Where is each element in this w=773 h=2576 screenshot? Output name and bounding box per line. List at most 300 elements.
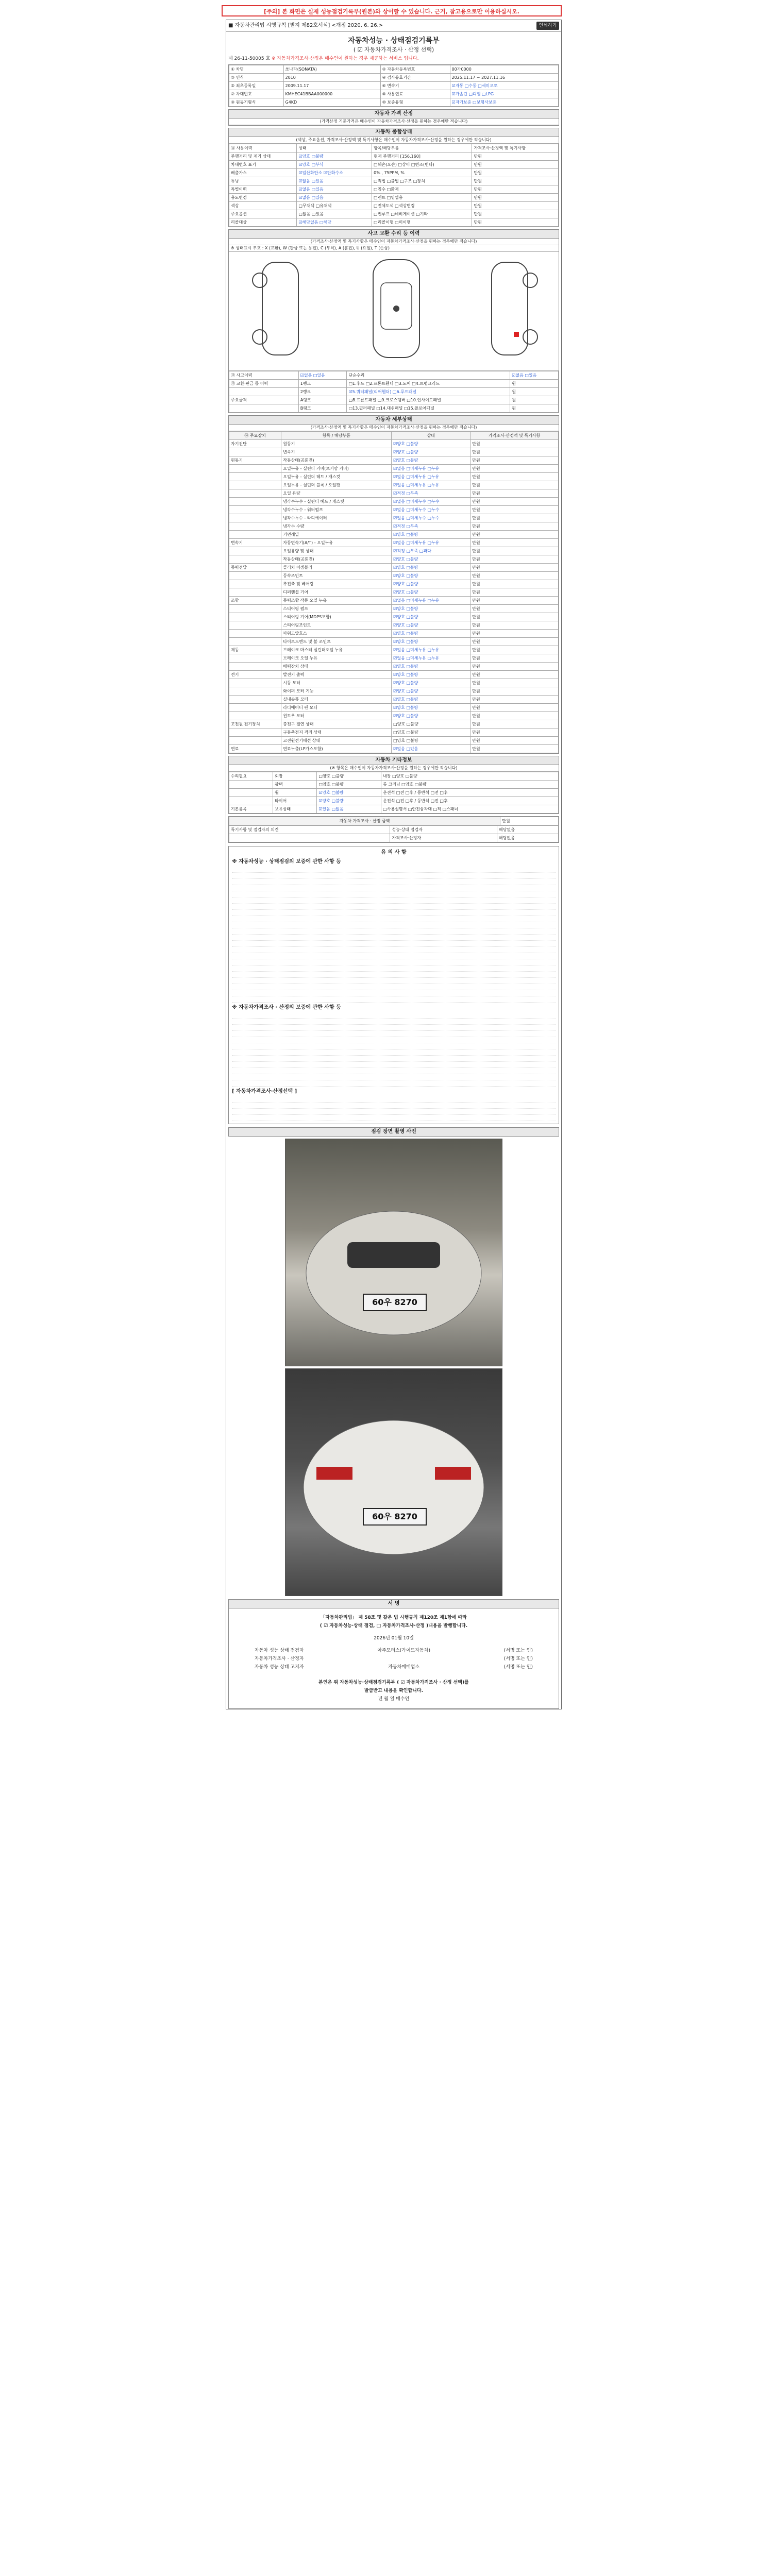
general-cell: ☑없음 □있음 — [297, 194, 372, 202]
detail-row — [229, 465, 559, 473]
notes-text-line — [232, 892, 556, 897]
car-diagram — [229, 252, 559, 371]
car-info-cell: ☑자동 □수동 □세미오토 — [450, 82, 558, 90]
car-info-cell: ⑨ 원동기형식 — [229, 98, 284, 107]
accident-cell: B랭크 — [298, 404, 347, 413]
notes-text-line — [232, 991, 556, 996]
detail-cell: 스티어링 펌프 — [281, 605, 392, 613]
detail-row — [229, 646, 559, 654]
detail-cell: ☑양호 □불량 — [392, 580, 470, 588]
notes-text-line — [232, 1044, 556, 1049]
rear-photo — [285, 1368, 502, 1596]
accident-section — [228, 229, 559, 413]
accident-row — [229, 396, 559, 404]
detail-cell: 와이퍼 모터 기능 — [281, 687, 392, 696]
inspector-cell: 가격조사·산정자 — [390, 834, 497, 842]
accident-title: 사고 교환 수리 등 이력 — [229, 230, 559, 239]
options-cell: 광택 — [273, 781, 317, 789]
notes-text-line — [232, 929, 556, 935]
car-info-cell: ⑩ 보증유형 — [380, 98, 450, 107]
detail-cell: ☑양호 □불량 — [392, 613, 470, 621]
detail-cell: 브레이크 마스터 실린더오일 누유 — [281, 646, 392, 654]
general-row — [229, 169, 559, 177]
general-row — [229, 161, 559, 169]
detail-cell: 배력장치 상태 — [281, 663, 392, 671]
car-side-right-icon — [474, 257, 546, 360]
accident-row — [229, 388, 559, 396]
general-cell: 용도변경 — [229, 194, 297, 202]
notes-text-line — [232, 1050, 556, 1056]
car-info-cell: ⑧ 사용연료 — [380, 90, 450, 98]
detail-cell — [229, 572, 281, 580]
detail-cell — [229, 465, 281, 473]
detail-cell: ☑양호 □불량 — [392, 448, 470, 456]
detail-cell: 추진축 및 베어링 — [281, 580, 392, 588]
options-cell: 휠 — [273, 789, 317, 797]
detail-cell: 연료누출(LP가스포함) — [281, 745, 392, 753]
notes-text-line — [232, 941, 556, 947]
general-cell: ☑양호 □불량 — [297, 152, 372, 161]
sign-date: 2026년 01월 10일 — [374, 1636, 414, 1641]
detail-cell: 동력조향 작동 오일 누유 — [281, 597, 392, 605]
sign-row-3-name: 자동차매매업소 — [388, 1665, 420, 1670]
detail-cell — [229, 712, 281, 720]
general-cell: ☑일산화탄소 ☑탄화수소 — [297, 169, 372, 177]
car-side-left-icon — [244, 257, 316, 360]
detail-cell: ☑양호 □불량 — [392, 555, 470, 564]
notes-text-line — [232, 873, 556, 879]
detail-row — [229, 630, 559, 638]
detail-row — [229, 605, 559, 613]
options-row — [229, 789, 559, 797]
notes-text-line — [232, 910, 556, 916]
general-cell: □훼손(오손) □상이 □변조(변타) — [372, 161, 472, 169]
options-cell — [229, 789, 273, 797]
notes-text-line — [232, 867, 556, 873]
accident-cell: 2랭크 — [298, 388, 347, 396]
notes-text-line — [232, 904, 556, 910]
general-cell: 항목/해당부품 — [372, 144, 472, 152]
detail-cell: 만원 — [470, 663, 559, 671]
general-cell: ☑없음 □있음 — [297, 185, 372, 194]
detail-cell: ☑적정 □부족 — [392, 489, 470, 498]
detail-cell: ☑없음 □미세누수 □누수 — [392, 506, 470, 514]
detail-row — [229, 580, 559, 588]
sign-row-3-sign: (서명 또는 인) — [503, 1665, 533, 1670]
car-info-cell: ⑥ 변속기 — [380, 82, 450, 90]
detail-cell — [229, 737, 281, 745]
notes-text-line — [232, 997, 556, 1003]
detail-cell — [229, 704, 281, 712]
notes-text-line — [232, 935, 556, 941]
detail-cell: ☑양호 □불량 — [392, 588, 470, 597]
notes-text-line — [232, 917, 556, 922]
detail-cell: ☑양호 □불량 — [392, 440, 470, 448]
detail-cell: 고전원전기배선 상태 — [281, 737, 392, 745]
detail-cell: 만원 — [470, 481, 559, 489]
page-subtitle: ( ☑ 자동차가격조사 · 산정 선택) — [353, 46, 434, 53]
detail-cell — [229, 588, 281, 597]
detail-cell: 만원 — [470, 671, 559, 679]
detail-cell: ☑없음 □미세누유 □누유 — [392, 539, 470, 547]
options-cell: □사용설명서 □안전삼각대 □잭 □스패너 — [381, 805, 559, 814]
detail-row — [229, 663, 559, 671]
general-row — [229, 210, 559, 218]
car-info-cell: 00가0000 — [450, 65, 558, 74]
notes-text-line — [232, 978, 556, 984]
detail-row — [229, 613, 559, 621]
general-cell: □없음 □있음 — [297, 210, 372, 218]
car-info-row — [229, 74, 559, 82]
detail-row — [229, 745, 559, 753]
accident-cell: □8.프론트패널 □9.크로스멤버 □10.인사이드패널 — [347, 396, 510, 404]
detail-cell: 고전원 전기장치 — [229, 720, 281, 728]
print-button[interactable]: 인쇄하기 — [536, 22, 559, 30]
car-info-cell: 2010 — [283, 74, 380, 82]
detail-cell: ☑양호 □불량 — [392, 630, 470, 638]
accident-cell: ⑬ 교환·판금 등 이력 — [229, 380, 299, 388]
sign-title: 서 명 — [228, 1599, 559, 1608]
detail-cell — [229, 506, 281, 514]
detail-cell: ☑없음 □미세누유 □누유 — [392, 597, 470, 605]
general-cell: □전체도색 □색상변경 — [372, 202, 472, 210]
notes-text-line — [232, 923, 556, 928]
sign-row-2-sign: (서명 또는 인) — [503, 1656, 533, 1662]
detail-row — [229, 440, 559, 448]
accident-cell: ☑없음 □있음 — [510, 371, 559, 380]
inspector-row — [229, 826, 559, 834]
accident-cell — [229, 388, 299, 396]
price-section-sub: (가격산정 기준가격은 매수인이 자동차가격조사·산정을 원하는 경우에만 적습니다) — [229, 118, 559, 125]
form-number: ■ 자동차관리법 시행규칙 [별지 제82호서식] <개정 2020. 6. 26.> — [228, 23, 383, 28]
options-cell: ☑양호 □불량 — [317, 789, 381, 797]
front-license-plate: 60우 8270 — [363, 1294, 427, 1311]
detail-cell: 만원 — [470, 473, 559, 481]
detail-cell: 만원 — [470, 514, 559, 522]
general-cell: 리콜대상 — [229, 218, 297, 227]
options-cell: ☑있음 □없음 — [317, 805, 381, 814]
sign-footer-3: 년 월 일 매수인 — [378, 1697, 410, 1702]
notice-banner: [주의] 본 화면은 실제 성능점검기록부(원본)와 상이할 수 있습니다. 근거, 참고용으로만 이용하십시오. — [222, 5, 562, 16]
sign-line-2: ( ☑ 자동차성능·상태 점검, □ 자동차가격조사·산정 )내용을 발행합니다. — [320, 1623, 468, 1629]
detail-cell: 변속기 — [229, 539, 281, 547]
detail-head-cell: 가격조사·산정액 및 특기사항 — [470, 432, 559, 440]
inspector-row — [229, 834, 559, 842]
detail-row — [229, 728, 559, 737]
detail-cell: 만원 — [470, 712, 559, 720]
detail-cell: ☑양호 □불량 — [392, 704, 470, 712]
sign-line-1: 「자동차관리법」 제 58조 및 같은 법 시행규칙 제120조 제1항에 따라 — [321, 1615, 467, 1620]
detail-row — [229, 498, 559, 506]
accident-cell: ⑫ 사고이력 — [229, 371, 299, 380]
general-cell: □썬루프 □네비게이션 □기타 — [372, 210, 472, 218]
detail-cell: ☑적정 □부족 □과다 — [392, 547, 470, 555]
car-info-cell: ⑦ 차대번호 — [229, 90, 284, 98]
detail-cell: 만원 — [470, 555, 559, 564]
detail-row — [229, 597, 559, 605]
detail-cell: 만원 — [470, 547, 559, 555]
detail-cell — [229, 531, 281, 539]
detail-cell — [229, 663, 281, 671]
detail-cell: 만원 — [470, 720, 559, 728]
detail-row — [229, 696, 559, 704]
general-cell: □무채색 □유채색 — [297, 202, 372, 210]
detail-cell — [229, 555, 281, 564]
detail-cell: 냉각수누수 - 워터펌프 — [281, 506, 392, 514]
car-info-row — [229, 90, 559, 98]
detail-row — [229, 539, 559, 547]
options-cell: 운전석 □전 □후 / 동반석 □전 □후 — [381, 789, 559, 797]
front-photo — [285, 1139, 502, 1366]
car-info-cell: 2009.11.17 — [283, 82, 380, 90]
detail-table — [229, 431, 559, 753]
sign-section — [228, 1608, 559, 1709]
detail-cell: 만원 — [470, 687, 559, 696]
options-row — [229, 781, 559, 789]
detail-cell: ☑없음 □미세누수 □누수 — [392, 498, 470, 506]
general-cell: 배출가스 — [229, 169, 297, 177]
detail-row — [229, 456, 559, 465]
photo-title: 점검 장면 촬영 사진 — [228, 1127, 559, 1137]
accident-cell: 주요골격 — [229, 396, 299, 404]
detail-cell: 연료 — [229, 745, 281, 753]
page-title: 자동차성능 · 상태점검기록부 — [348, 37, 440, 45]
notes-text-line — [232, 1031, 556, 1037]
general-cell: 0% , 75PPM, % — [372, 169, 472, 177]
detail-cell — [229, 498, 281, 506]
detail-row — [229, 555, 559, 564]
detail-cell: 구동축전지 격리 상태 — [281, 728, 392, 737]
sign-footer-2: 발급받고 내용을 확인합니다. — [364, 1688, 423, 1693]
detail-row — [229, 679, 559, 687]
options-cell: ☑양호 □불량 — [317, 797, 381, 805]
detail-cell: 만원 — [470, 465, 559, 473]
detail-cell: 만원 — [470, 522, 559, 531]
detail-row — [229, 654, 559, 663]
options-cell: 보유상태 — [273, 805, 317, 814]
price-section-title: 자동차 가격 산정 — [229, 110, 559, 118]
detail-cell: ☑없음 □미세누유 □누유 — [392, 481, 470, 489]
general-cell: 색상 — [229, 202, 297, 210]
notes-text-line — [232, 886, 556, 891]
sign-row-3-label: 자동차 성능 상태 고지자 — [255, 1665, 304, 1670]
notes-text-line — [232, 1056, 556, 1062]
accident-row — [229, 380, 559, 388]
detail-row — [229, 720, 559, 728]
detail-cell: 오일유량 및 상태 — [281, 547, 392, 555]
detail-cell: 만원 — [470, 531, 559, 539]
general-cell: 만원 — [472, 185, 559, 194]
detail-section — [228, 415, 559, 754]
car-info-cell: ④ 검사유효기간 — [380, 74, 450, 82]
detail-cell: 시동 모터 — [281, 679, 392, 687]
detail-cell: 발전기 출력 — [281, 671, 392, 679]
detail-head-cell: 항목 / 해당부품 — [281, 432, 392, 440]
inspector-cell: 해당없음 — [497, 834, 559, 842]
detail-cell: 조향 — [229, 597, 281, 605]
accident-cell: □13.필러패널 □14.대쉬패널 □15.플로어패널 — [347, 404, 510, 413]
detail-cell: 원동기 — [229, 456, 281, 465]
general-row — [229, 218, 559, 227]
detail-cell: 타이로드엔드 및 볼 조인트 — [281, 638, 392, 646]
general-cell: 만원 — [472, 161, 559, 169]
general-cell: □침수 □화재 — [372, 185, 472, 194]
accident-cell: ☑5.쿼터패널(리어휀더) □6.루프패널 — [347, 388, 510, 396]
detail-cell — [229, 580, 281, 588]
rear-license-plate: 60우 8270 — [363, 1508, 427, 1526]
detail-cell: 오일누유 - 실린더 헤드 / 개스킷 — [281, 473, 392, 481]
detail-cell — [229, 638, 281, 646]
detail-cell — [229, 728, 281, 737]
detail-cell: 자동변속기(A/T) - 오일누유 — [281, 539, 392, 547]
general-cell: 만원 — [472, 194, 559, 202]
detail-cell: 만원 — [470, 498, 559, 506]
accident-cell — [229, 404, 299, 413]
detail-cell: 만원 — [470, 597, 559, 605]
detail-row — [229, 712, 559, 720]
detail-cell: ☑적정 □부족 — [392, 522, 470, 531]
detail-cell: ☑양호 □불량 — [392, 712, 470, 720]
detail-cell: ☑양호 □불량 — [392, 531, 470, 539]
general-cell: 만원 — [472, 152, 559, 161]
detail-cell: 브레이크 오일 누유 — [281, 654, 392, 663]
car-info-cell: ☑자가보증 □보험사보증 — [450, 98, 558, 107]
accident-cell: 1랭크 — [298, 380, 347, 388]
general-cell: ⑪ 사용이력 — [229, 144, 297, 152]
options-cell: 운전석 □전 □후 / 동반석 □전 □후 — [381, 797, 559, 805]
detail-cell: ☑없음 □미세누유 □누유 — [392, 465, 470, 473]
general-cell: □렌트 □영업용 — [372, 194, 472, 202]
detail-cell: 원동기 — [281, 440, 392, 448]
detail-sub: (가격조사·산정액 및 특기사항은 매수인이 자동차가격조사·산정을 원하는 경우에만 적습니다) — [229, 425, 559, 431]
options-cell: 외장 — [273, 772, 317, 781]
car-info-cell: 2025.11.17 ~ 2027.11.16 — [450, 74, 558, 82]
inspector-cell: 해당없음 — [497, 826, 559, 834]
detail-cell: 냉각수누수 - 실린더 헤드 / 개스킷 — [281, 498, 392, 506]
detail-row — [229, 489, 559, 498]
notes-text-line — [232, 960, 556, 965]
detail-cell: 만원 — [470, 588, 559, 597]
accident-cell: 단순수리 — [347, 371, 510, 380]
car-info-cell: ① 차명 — [229, 65, 284, 74]
notes-text-line — [232, 1103, 556, 1109]
notes-text-line — [232, 966, 556, 972]
detail-head-cell: 상태 — [392, 432, 470, 440]
detail-cell: 커먼레일 — [281, 531, 392, 539]
detail-cell — [229, 514, 281, 522]
detail-cell: 윈도우 모터 — [281, 712, 392, 720]
detail-cell: 라디에이터 팬 모터 — [281, 704, 392, 712]
detail-cell: 만원 — [470, 646, 559, 654]
notes-text-line — [232, 985, 556, 990]
detail-row — [229, 588, 559, 597]
accident-table — [229, 371, 559, 413]
general-sub: (색상, 주요옵션, 가격조사·산정액 및 특기사항은 매수인이 자동차가격조사·산정을 원하는 경우에만 적습니다) — [229, 137, 559, 144]
general-cell: 차대번호 표기 — [229, 161, 297, 169]
detail-cell: 스티어링조인트 — [281, 621, 392, 630]
detail-cell: 만원 — [470, 745, 559, 753]
detail-row — [229, 638, 559, 646]
options-cell: 기본품목 — [229, 805, 273, 814]
general-cell: 상태 — [297, 144, 372, 152]
accident-legend: ※ 상태표시 부호 : X (교환), W (판금 또는 용접), C (부식), A (흠집), U (요철), T (손상) — [229, 245, 559, 252]
detail-cell — [229, 489, 281, 498]
accident-sub: (가격조사·산정액 및 특기사항은 매수인이 자동차가격조사·산정을 원하는 경우에만 적습니다) — [229, 239, 559, 245]
sign-row-1-name: 아주모터스(가이드자동차) — [377, 1648, 430, 1653]
detail-cell: □양호 □불량 — [392, 728, 470, 737]
notes-text-line — [232, 972, 556, 978]
detail-cell: 만원 — [470, 737, 559, 745]
detail-cell — [229, 630, 281, 638]
car-info-cell: ③ 연식 — [229, 74, 284, 82]
detail-cell: 전기 — [229, 671, 281, 679]
general-cell: 주행거리 및 계기 상태 — [229, 152, 297, 161]
detail-cell: 만원 — [470, 630, 559, 638]
general-cell: 만원 — [472, 177, 559, 185]
notes-text-line — [232, 1013, 556, 1019]
car-info-row — [229, 98, 559, 107]
notes-heading-3: [ 자동차가격조사·산정선택 ] — [232, 1089, 297, 1094]
detail-row — [229, 448, 559, 456]
options-cell: □양호 □불량 — [317, 772, 381, 781]
detail-cell: ☑양호 □불량 — [392, 564, 470, 572]
detail-row — [229, 531, 559, 539]
accident-cell: ☑없음 □있음 — [298, 371, 347, 380]
options-row — [229, 805, 559, 814]
car-info-row — [229, 82, 559, 90]
detail-cell: 오일누유 - 실린더 커버(로커암 커버) — [281, 465, 392, 473]
inspector-table — [229, 825, 559, 842]
general-row — [229, 202, 559, 210]
notes-text-line — [232, 1075, 556, 1080]
general-cell: 특별이력 — [229, 185, 297, 194]
general-cell: □적법 □불법 □구조 □장치 — [372, 177, 472, 185]
accident-cell: □1.후드 □2.프론트휀더 □3.도어 □4.트렁크리드 — [347, 380, 510, 388]
detail-row — [229, 564, 559, 572]
detail-cell — [229, 448, 281, 456]
detail-cell: 만원 — [470, 679, 559, 687]
notes-text-line — [232, 947, 556, 953]
detail-cell — [229, 621, 281, 630]
detail-cell: 디퍼렌셜 기어 — [281, 588, 392, 597]
detail-head-cell: ⑭ 주요장치 — [229, 432, 281, 440]
detail-cell: 작동상태(공회전) — [281, 555, 392, 564]
detail-cell: 변속기 — [281, 448, 392, 456]
detail-cell — [229, 679, 281, 687]
detail-cell: ☑없음 □미세누유 □누유 — [392, 654, 470, 663]
general-cell: 튜닝 — [229, 177, 297, 185]
options-cell: 내장 □양호 □불량 — [381, 772, 559, 781]
detail-cell: ☑양호 □불량 — [392, 663, 470, 671]
sign-row-2-label: 자동차가격조사 · 산정자 — [255, 1656, 304, 1662]
general-row — [229, 185, 559, 194]
car-info-cell: ☑가솔린 □디젤 □LPG — [450, 90, 558, 98]
detail-cell: □양호 □불량 — [392, 737, 470, 745]
options-row — [229, 772, 559, 781]
detail-cell: 자기진단 — [229, 440, 281, 448]
detail-cell: 등속조인트 — [281, 572, 392, 580]
detail-cell: ☑양호 □불량 — [392, 621, 470, 630]
detail-cell: 만원 — [470, 539, 559, 547]
detail-cell: 동력전달 — [229, 564, 281, 572]
general-row — [229, 144, 559, 152]
notes-heading-1: ※ 자동차성능 · 상태점검의 보증에 관한 사항 등 — [232, 859, 341, 865]
options-cell: □양호 □불량 — [317, 781, 381, 789]
options-cell: 룸 크리닝 □양호 □불량 — [381, 781, 559, 789]
report-page — [226, 20, 562, 1709]
sign-row-1-sign: (서명 또는 인) — [503, 1648, 533, 1653]
general-cell: ☑해당없음 □해당 — [297, 218, 372, 227]
